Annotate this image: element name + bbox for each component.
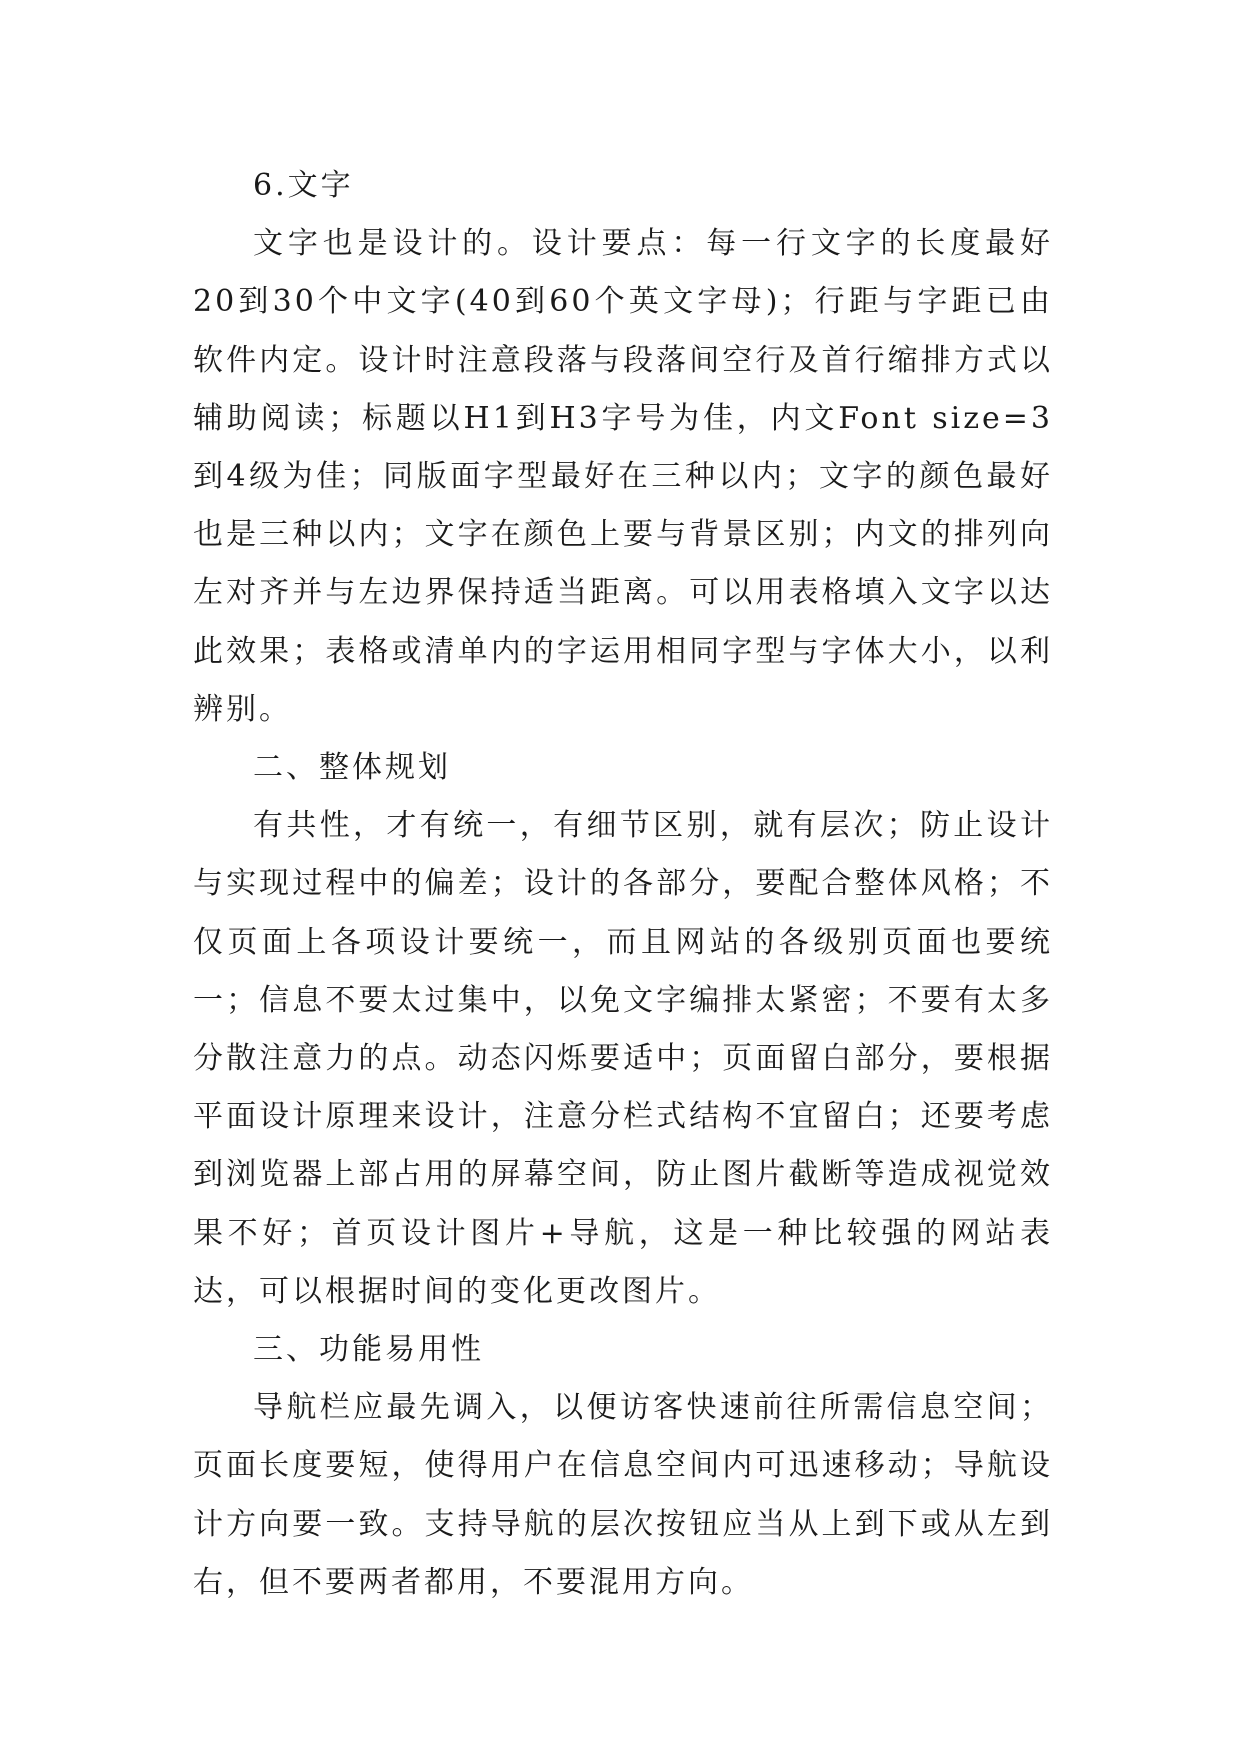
section-paragraph-text: 文字也是设计的。设计要点：每一行文字的长度最好20到30个中文字(40到60个英文字母)；行距与字距已由软件内定。设计时注意段落与段落间空行及首行缩排方式以辅助阅读；标题以H1到H3字号为佳，内文Font size=3到4级为佳；同版面字型最好在三种以内；文字的颜色最好也是三种以内；文字在颜色上要与背景区别；内文的排列向左对齐并与左边界保持适当距离。可以用表格填入文字以达此效果；表格或清单内的字运用相同字型与字体大小，以利辨别。 — [193, 226, 1053, 727]
section-paragraph-overall-planning: 有共性，才有统一，有细节区别，就有层次；防止设计与实现过程中的偏差；设计的各部分，要配合整体风格；不仅页面上各项设计要统一，而且网站的各级别页面也要统一；信息不要太过集中，以免文字编排太紧密；不要有太多分散注意力的点。动态闪烁要适中；页面留白部分，要根据平面设计原理来设计，注意分栏式结构不宜留白；还要考虑到浏览器上部占用的屏幕空间，防止图片截断等造成视觉效果不好；首页设计图片+导航，这是一种比较强的网站表达，可以根据时间的变化更改图片。 — [193, 808, 1053, 1309]
section-paragraph-usability: 导航栏应最先调入，以便访客快速前往所需信息空间；页面长度要短，使得用户在信息空间内可迅速移动；导航设计方向要一致。支持导航的层次按钮应当从上到下或从左到右，但不要两者都用，不要混用方向。 — [193, 1390, 1053, 1600]
section-heading-text: 6.文字 — [253, 168, 354, 203]
section-heading-usability: 三、功能易用性 — [253, 1332, 484, 1368]
section-heading-overall-planning: 二、整体规划 — [253, 750, 451, 786]
document-body — [193, 157, 1053, 1612]
